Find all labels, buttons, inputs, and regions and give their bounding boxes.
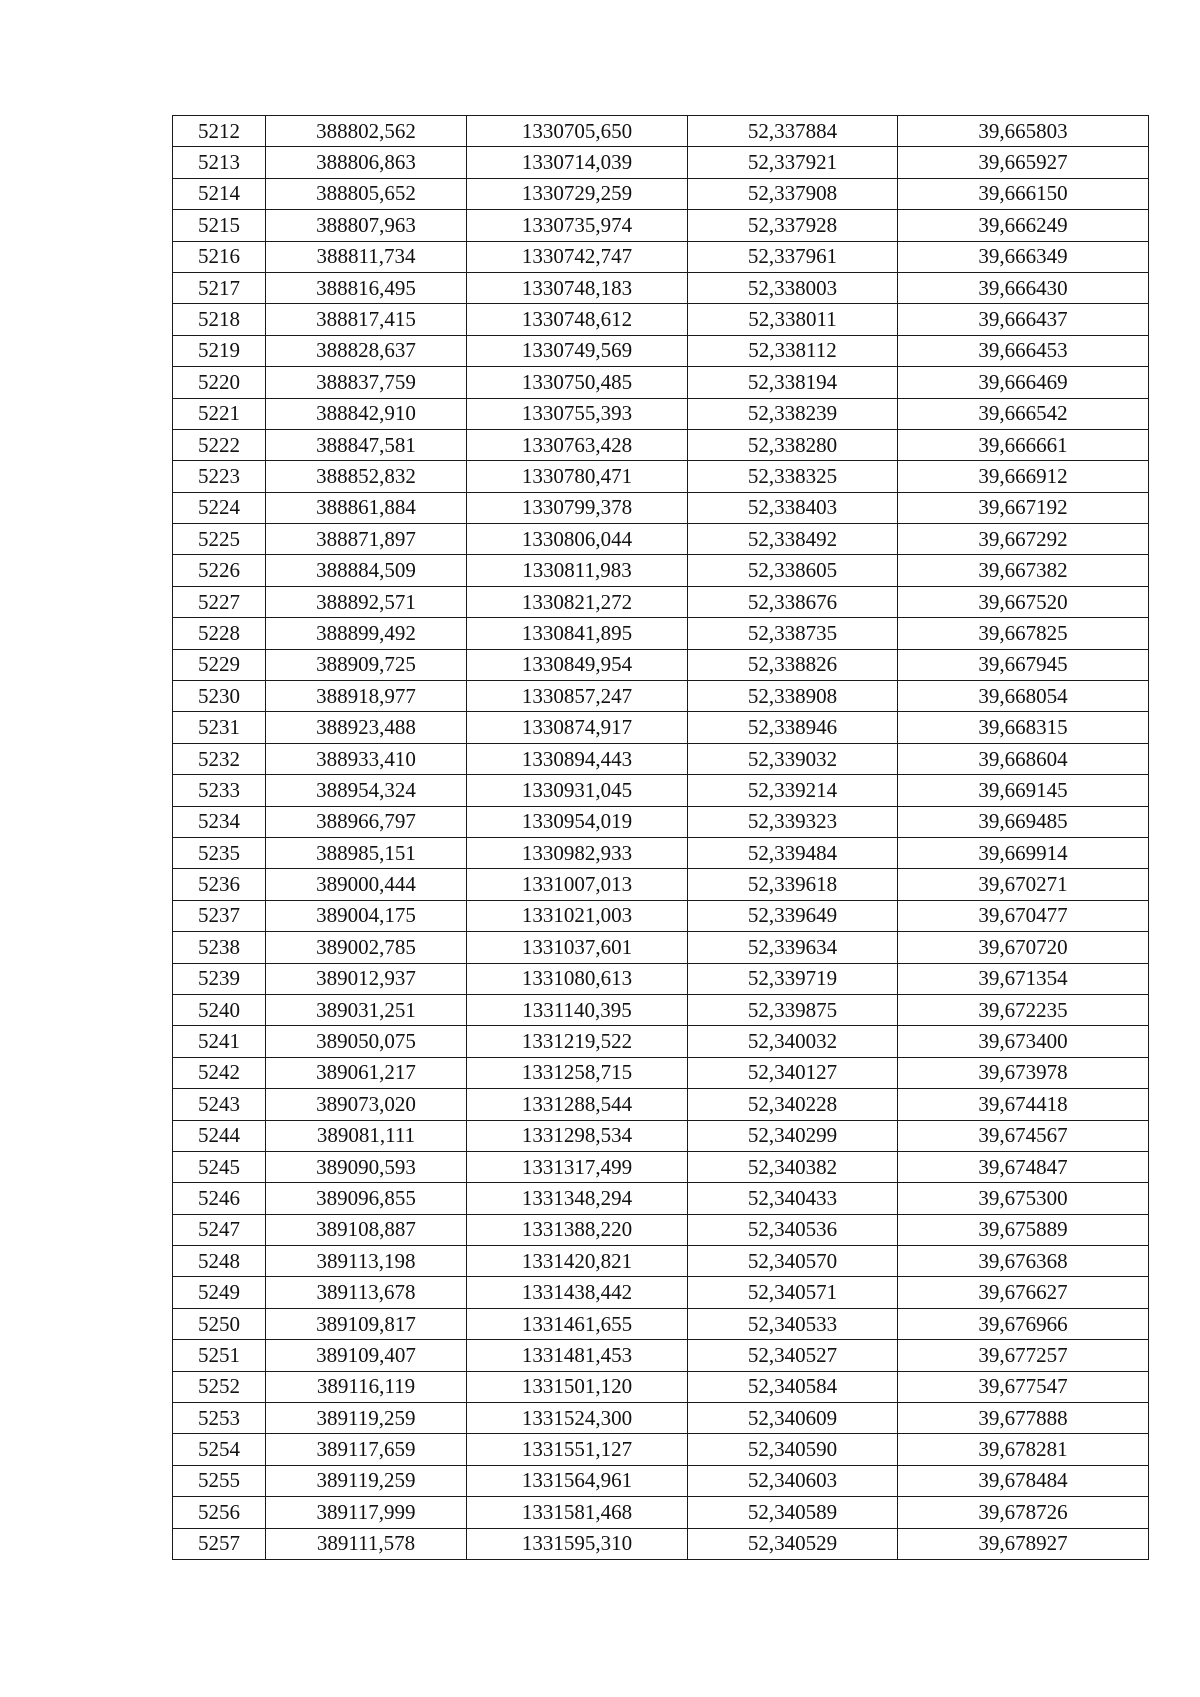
- x-coordinate-cell: 389116,119: [266, 1371, 467, 1402]
- x-coordinate-cell: 389113,678: [266, 1277, 467, 1308]
- latitude-cell: 52,340433: [688, 1183, 898, 1214]
- latitude-cell: 52,339618: [688, 869, 898, 900]
- point-number-cell: 5235: [173, 837, 266, 868]
- y-coordinate-cell: 1330748,612: [467, 304, 688, 335]
- latitude-cell: 52,340533: [688, 1308, 898, 1339]
- longitude-cell: 39,666150: [898, 178, 1149, 209]
- x-coordinate-cell: 388954,324: [266, 775, 467, 806]
- latitude-cell: 52,338280: [688, 429, 898, 460]
- point-number-cell: 5244: [173, 1120, 266, 1151]
- latitude-cell: 52,338003: [688, 272, 898, 303]
- latitude-cell: 52,339484: [688, 837, 898, 868]
- table-row: [173, 1403, 1149, 1434]
- x-coordinate-cell: 388806,863: [266, 147, 467, 178]
- x-coordinate-cell: 388909,725: [266, 649, 467, 680]
- x-coordinate-cell: 389002,785: [266, 932, 467, 963]
- table-row: [173, 1120, 1149, 1151]
- x-coordinate-cell: 389000,444: [266, 869, 467, 900]
- longitude-cell: 39,670720: [898, 932, 1149, 963]
- latitude-cell: 52,340382: [688, 1151, 898, 1182]
- latitude-cell: 52,339323: [688, 806, 898, 837]
- point-number-cell: 5221: [173, 398, 266, 429]
- x-coordinate-cell: 388884,509: [266, 555, 467, 586]
- coordinates-table-body: [173, 116, 1149, 1560]
- longitude-cell: 39,667382: [898, 555, 1149, 586]
- point-number-cell: 5256: [173, 1497, 266, 1528]
- table-row: [173, 398, 1149, 429]
- y-coordinate-cell: 1330729,259: [467, 178, 688, 209]
- latitude-cell: 52,339032: [688, 743, 898, 774]
- longitude-cell: 39,666349: [898, 241, 1149, 272]
- table-row: [173, 367, 1149, 398]
- table-row: [173, 116, 1149, 147]
- point-number-cell: 5227: [173, 586, 266, 617]
- x-coordinate-cell: 389117,999: [266, 1497, 467, 1528]
- y-coordinate-cell: 1330780,471: [467, 461, 688, 492]
- point-number-cell: 5225: [173, 524, 266, 555]
- y-coordinate-cell: 1330954,019: [467, 806, 688, 837]
- y-coordinate-cell: 1331348,294: [467, 1183, 688, 1214]
- x-coordinate-cell: 388966,797: [266, 806, 467, 837]
- longitude-cell: 39,677257: [898, 1340, 1149, 1371]
- x-coordinate-cell: 389073,020: [266, 1089, 467, 1120]
- point-number-cell: 5251: [173, 1340, 266, 1371]
- table-row: [173, 147, 1149, 178]
- latitude-cell: 52,338325: [688, 461, 898, 492]
- table-row: [173, 1057, 1149, 1088]
- longitude-cell: 39,665803: [898, 116, 1149, 147]
- table-row: [173, 837, 1149, 868]
- x-coordinate-cell: 388817,415: [266, 304, 467, 335]
- latitude-cell: 52,338946: [688, 712, 898, 743]
- latitude-cell: 52,340228: [688, 1089, 898, 1120]
- longitude-cell: 39,676627: [898, 1277, 1149, 1308]
- table-row: [173, 1434, 1149, 1465]
- point-number-cell: 5242: [173, 1057, 266, 1088]
- y-coordinate-cell: 1331219,522: [467, 1026, 688, 1057]
- latitude-cell: 52,340032: [688, 1026, 898, 1057]
- y-coordinate-cell: 1330849,954: [467, 649, 688, 680]
- longitude-cell: 39,667292: [898, 524, 1149, 555]
- x-coordinate-cell: 388802,562: [266, 116, 467, 147]
- y-coordinate-cell: 1331021,003: [467, 900, 688, 931]
- point-number-cell: 5212: [173, 116, 266, 147]
- table-row: [173, 994, 1149, 1025]
- table-row: [173, 335, 1149, 366]
- point-number-cell: 5246: [173, 1183, 266, 1214]
- longitude-cell: 39,667192: [898, 492, 1149, 523]
- x-coordinate-cell: 388861,884: [266, 492, 467, 523]
- x-coordinate-cell: 389050,075: [266, 1026, 467, 1057]
- y-coordinate-cell: 1331501,120: [467, 1371, 688, 1402]
- longitude-cell: 39,677547: [898, 1371, 1149, 1402]
- longitude-cell: 39,674847: [898, 1151, 1149, 1182]
- table-row: [173, 524, 1149, 555]
- y-coordinate-cell: 1330821,272: [467, 586, 688, 617]
- latitude-cell: 52,338908: [688, 681, 898, 712]
- x-coordinate-cell: 389081,111: [266, 1120, 467, 1151]
- table-row: [173, 241, 1149, 272]
- latitude-cell: 52,338735: [688, 618, 898, 649]
- table-row: [173, 1277, 1149, 1308]
- x-coordinate-cell: 389096,855: [266, 1183, 467, 1214]
- x-coordinate-cell: 388899,492: [266, 618, 467, 649]
- table-row: [173, 618, 1149, 649]
- x-coordinate-cell: 389117,659: [266, 1434, 467, 1465]
- y-coordinate-cell: 1330894,443: [467, 743, 688, 774]
- latitude-cell: 52,340299: [688, 1120, 898, 1151]
- table-row: [173, 1026, 1149, 1057]
- longitude-cell: 39,678484: [898, 1465, 1149, 1496]
- y-coordinate-cell: 1331438,442: [467, 1277, 688, 1308]
- longitude-cell: 39,666430: [898, 272, 1149, 303]
- x-coordinate-cell: 388852,832: [266, 461, 467, 492]
- latitude-cell: 52,340571: [688, 1277, 898, 1308]
- x-coordinate-cell: 388842,910: [266, 398, 467, 429]
- table-row: [173, 775, 1149, 806]
- longitude-cell: 39,674567: [898, 1120, 1149, 1151]
- y-coordinate-cell: 1331080,613: [467, 963, 688, 994]
- y-coordinate-cell: 1330857,247: [467, 681, 688, 712]
- point-number-cell: 5241: [173, 1026, 266, 1057]
- point-number-cell: 5249: [173, 1277, 266, 1308]
- point-number-cell: 5245: [173, 1151, 266, 1182]
- coordinates-table: [172, 115, 1149, 1560]
- longitude-cell: 39,678927: [898, 1528, 1149, 1559]
- latitude-cell: 52,340589: [688, 1497, 898, 1528]
- x-coordinate-cell: 388807,963: [266, 210, 467, 241]
- point-number-cell: 5238: [173, 932, 266, 963]
- y-coordinate-cell: 1330705,650: [467, 116, 688, 147]
- longitude-cell: 39,669914: [898, 837, 1149, 868]
- longitude-cell: 39,667825: [898, 618, 1149, 649]
- x-coordinate-cell: 389031,251: [266, 994, 467, 1025]
- y-coordinate-cell: 1330982,933: [467, 837, 688, 868]
- point-number-cell: 5237: [173, 900, 266, 931]
- table-row: [173, 869, 1149, 900]
- x-coordinate-cell: 389111,578: [266, 1528, 467, 1559]
- y-coordinate-cell: 1331551,127: [467, 1434, 688, 1465]
- table-row: [173, 1089, 1149, 1120]
- table-row: [173, 1340, 1149, 1371]
- table-row: [173, 1371, 1149, 1402]
- longitude-cell: 39,669145: [898, 775, 1149, 806]
- point-number-cell: 5243: [173, 1089, 266, 1120]
- point-number-cell: 5234: [173, 806, 266, 837]
- latitude-cell: 52,338605: [688, 555, 898, 586]
- latitude-cell: 52,339649: [688, 900, 898, 931]
- x-coordinate-cell: 388847,581: [266, 429, 467, 460]
- latitude-cell: 52,339634: [688, 932, 898, 963]
- x-coordinate-cell: 388892,571: [266, 586, 467, 617]
- longitude-cell: 39,668604: [898, 743, 1149, 774]
- x-coordinate-cell: 388805,652: [266, 178, 467, 209]
- point-number-cell: 5247: [173, 1214, 266, 1245]
- y-coordinate-cell: 1331388,220: [467, 1214, 688, 1245]
- latitude-cell: 52,337928: [688, 210, 898, 241]
- y-coordinate-cell: 1330749,569: [467, 335, 688, 366]
- x-coordinate-cell: 388828,637: [266, 335, 467, 366]
- table-row: [173, 1214, 1149, 1245]
- longitude-cell: 39,671354: [898, 963, 1149, 994]
- x-coordinate-cell: 389109,817: [266, 1308, 467, 1339]
- longitude-cell: 39,668054: [898, 681, 1149, 712]
- point-number-cell: 5229: [173, 649, 266, 680]
- table-row: [173, 1497, 1149, 1528]
- latitude-cell: 52,338194: [688, 367, 898, 398]
- longitude-cell: 39,678726: [898, 1497, 1149, 1528]
- longitude-cell: 39,668315: [898, 712, 1149, 743]
- y-coordinate-cell: 1330748,183: [467, 272, 688, 303]
- table-row: [173, 900, 1149, 931]
- longitude-cell: 39,669485: [898, 806, 1149, 837]
- longitude-cell: 39,672235: [898, 994, 1149, 1025]
- point-number-cell: 5220: [173, 367, 266, 398]
- table-row: [173, 1465, 1149, 1496]
- point-number-cell: 5240: [173, 994, 266, 1025]
- y-coordinate-cell: 1331298,534: [467, 1120, 688, 1151]
- latitude-cell: 52,338676: [688, 586, 898, 617]
- longitude-cell: 39,665927: [898, 147, 1149, 178]
- table-row: [173, 1246, 1149, 1277]
- y-coordinate-cell: 1331007,013: [467, 869, 688, 900]
- longitude-cell: 39,667520: [898, 586, 1149, 617]
- y-coordinate-cell: 1331461,655: [467, 1308, 688, 1339]
- x-coordinate-cell: 388837,759: [266, 367, 467, 398]
- latitude-cell: 52,340603: [688, 1465, 898, 1496]
- table-row: [173, 1308, 1149, 1339]
- latitude-cell: 52,340527: [688, 1340, 898, 1371]
- longitude-cell: 39,670271: [898, 869, 1149, 900]
- point-number-cell: 5236: [173, 869, 266, 900]
- longitude-cell: 39,666912: [898, 461, 1149, 492]
- y-coordinate-cell: 1331595,310: [467, 1528, 688, 1559]
- longitude-cell: 39,673400: [898, 1026, 1149, 1057]
- longitude-cell: 39,666469: [898, 367, 1149, 398]
- point-number-cell: 5226: [173, 555, 266, 586]
- latitude-cell: 52,338011: [688, 304, 898, 335]
- table-row: [173, 461, 1149, 492]
- y-coordinate-cell: 1331140,395: [467, 994, 688, 1025]
- latitude-cell: 52,337961: [688, 241, 898, 272]
- point-number-cell: 5218: [173, 304, 266, 335]
- table-row: [173, 178, 1149, 209]
- longitude-cell: 39,666661: [898, 429, 1149, 460]
- x-coordinate-cell: 388811,734: [266, 241, 467, 272]
- point-number-cell: 5239: [173, 963, 266, 994]
- point-number-cell: 5223: [173, 461, 266, 492]
- y-coordinate-cell: 1330742,747: [467, 241, 688, 272]
- table-row: [173, 586, 1149, 617]
- point-number-cell: 5252: [173, 1371, 266, 1402]
- point-number-cell: 5215: [173, 210, 266, 241]
- point-number-cell: 5250: [173, 1308, 266, 1339]
- y-coordinate-cell: 1331258,715: [467, 1057, 688, 1088]
- latitude-cell: 52,340127: [688, 1057, 898, 1088]
- longitude-cell: 39,674418: [898, 1089, 1149, 1120]
- y-coordinate-cell: 1330806,044: [467, 524, 688, 555]
- table-row: [173, 1528, 1149, 1559]
- latitude-cell: 52,337884: [688, 116, 898, 147]
- x-coordinate-cell: 389012,937: [266, 963, 467, 994]
- point-number-cell: 5232: [173, 743, 266, 774]
- point-number-cell: 5216: [173, 241, 266, 272]
- point-number-cell: 5230: [173, 681, 266, 712]
- table-row: [173, 932, 1149, 963]
- y-coordinate-cell: 1330735,974: [467, 210, 688, 241]
- table-row: [173, 210, 1149, 241]
- x-coordinate-cell: 388871,897: [266, 524, 467, 555]
- table-row: [173, 681, 1149, 712]
- table-row: [173, 806, 1149, 837]
- x-coordinate-cell: 388923,488: [266, 712, 467, 743]
- point-number-cell: 5248: [173, 1246, 266, 1277]
- x-coordinate-cell: 389004,175: [266, 900, 467, 931]
- latitude-cell: 52,340536: [688, 1214, 898, 1245]
- longitude-cell: 39,675889: [898, 1214, 1149, 1245]
- latitude-cell: 52,338492: [688, 524, 898, 555]
- x-coordinate-cell: 389061,217: [266, 1057, 467, 1088]
- table-row: [173, 649, 1149, 680]
- longitude-cell: 39,666437: [898, 304, 1149, 335]
- longitude-cell: 39,666249: [898, 210, 1149, 241]
- longitude-cell: 39,678281: [898, 1434, 1149, 1465]
- latitude-cell: 52,340570: [688, 1246, 898, 1277]
- y-coordinate-cell: 1330841,895: [467, 618, 688, 649]
- x-coordinate-cell: 388918,977: [266, 681, 467, 712]
- longitude-cell: 39,666542: [898, 398, 1149, 429]
- latitude-cell: 52,340529: [688, 1528, 898, 1559]
- longitude-cell: 39,667945: [898, 649, 1149, 680]
- x-coordinate-cell: 388933,410: [266, 743, 467, 774]
- table-row: [173, 963, 1149, 994]
- x-coordinate-cell: 388816,495: [266, 272, 467, 303]
- y-coordinate-cell: 1330931,045: [467, 775, 688, 806]
- latitude-cell: 52,340584: [688, 1371, 898, 1402]
- latitude-cell: 52,338239: [688, 398, 898, 429]
- y-coordinate-cell: 1331524,300: [467, 1403, 688, 1434]
- point-number-cell: 5253: [173, 1403, 266, 1434]
- y-coordinate-cell: 1331481,453: [467, 1340, 688, 1371]
- y-coordinate-cell: 1330874,917: [467, 712, 688, 743]
- latitude-cell: 52,338826: [688, 649, 898, 680]
- y-coordinate-cell: 1330799,378: [467, 492, 688, 523]
- longitude-cell: 39,666453: [898, 335, 1149, 366]
- y-coordinate-cell: 1331564,961: [467, 1465, 688, 1496]
- table-row: [173, 555, 1149, 586]
- y-coordinate-cell: 1331420,821: [467, 1246, 688, 1277]
- table-row: [173, 712, 1149, 743]
- point-number-cell: 5233: [173, 775, 266, 806]
- longitude-cell: 39,676966: [898, 1308, 1149, 1339]
- point-number-cell: 5257: [173, 1528, 266, 1559]
- table-row: [173, 492, 1149, 523]
- y-coordinate-cell: 1330750,485: [467, 367, 688, 398]
- point-number-cell: 5254: [173, 1434, 266, 1465]
- point-number-cell: 5214: [173, 178, 266, 209]
- x-coordinate-cell: 389090,593: [266, 1151, 467, 1182]
- longitude-cell: 39,677888: [898, 1403, 1149, 1434]
- longitude-cell: 39,676368: [898, 1246, 1149, 1277]
- longitude-cell: 39,675300: [898, 1183, 1149, 1214]
- y-coordinate-cell: 1330755,393: [467, 398, 688, 429]
- point-number-cell: 5219: [173, 335, 266, 366]
- latitude-cell: 52,340609: [688, 1403, 898, 1434]
- x-coordinate-cell: 388985,151: [266, 837, 467, 868]
- point-number-cell: 5217: [173, 272, 266, 303]
- y-coordinate-cell: 1331037,601: [467, 932, 688, 963]
- x-coordinate-cell: 389119,259: [266, 1465, 467, 1496]
- x-coordinate-cell: 389109,407: [266, 1340, 467, 1371]
- point-number-cell: 5224: [173, 492, 266, 523]
- longitude-cell: 39,670477: [898, 900, 1149, 931]
- y-coordinate-cell: 1330714,039: [467, 147, 688, 178]
- latitude-cell: 52,339719: [688, 963, 898, 994]
- y-coordinate-cell: 1330811,983: [467, 555, 688, 586]
- point-number-cell: 5255: [173, 1465, 266, 1496]
- point-number-cell: 5213: [173, 147, 266, 178]
- table-row: [173, 272, 1149, 303]
- x-coordinate-cell: 389108,887: [266, 1214, 467, 1245]
- latitude-cell: 52,339214: [688, 775, 898, 806]
- y-coordinate-cell: 1331581,468: [467, 1497, 688, 1528]
- y-coordinate-cell: 1331317,499: [467, 1151, 688, 1182]
- table-row: [173, 429, 1149, 460]
- table-row: [173, 1151, 1149, 1182]
- y-coordinate-cell: 1330763,428: [467, 429, 688, 460]
- table-row: [173, 1183, 1149, 1214]
- point-number-cell: 5222: [173, 429, 266, 460]
- point-number-cell: 5228: [173, 618, 266, 649]
- latitude-cell: 52,338112: [688, 335, 898, 366]
- latitude-cell: 52,340590: [688, 1434, 898, 1465]
- table-row: [173, 304, 1149, 335]
- table-row: [173, 743, 1149, 774]
- x-coordinate-cell: 389119,259: [266, 1403, 467, 1434]
- latitude-cell: 52,337921: [688, 147, 898, 178]
- y-coordinate-cell: 1331288,544: [467, 1089, 688, 1120]
- latitude-cell: 52,339875: [688, 994, 898, 1025]
- latitude-cell: 52,337908: [688, 178, 898, 209]
- x-coordinate-cell: 389113,198: [266, 1246, 467, 1277]
- latitude-cell: 52,338403: [688, 492, 898, 523]
- point-number-cell: 5231: [173, 712, 266, 743]
- longitude-cell: 39,673978: [898, 1057, 1149, 1088]
